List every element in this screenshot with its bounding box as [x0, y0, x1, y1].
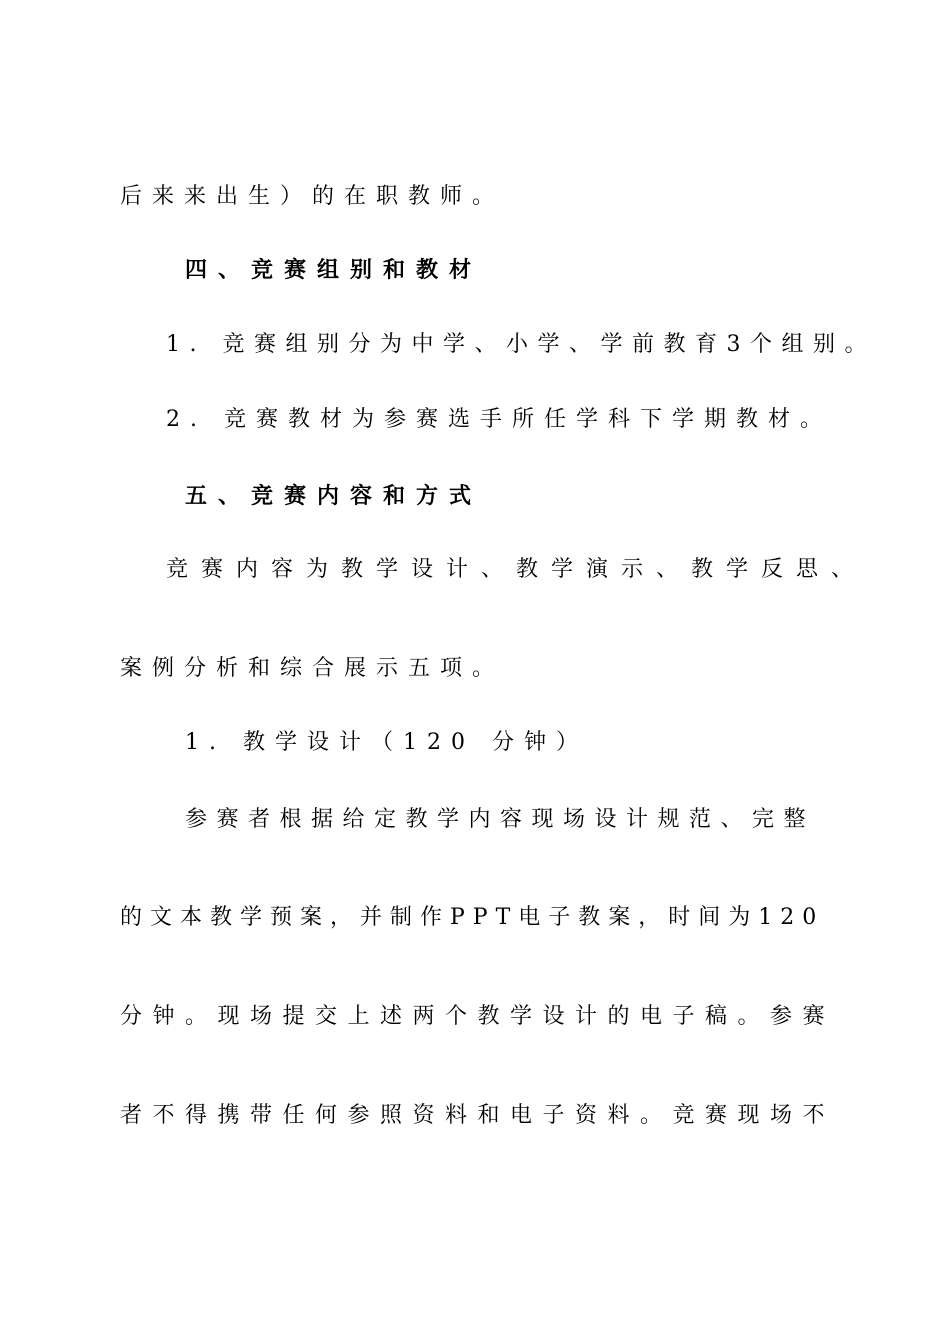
- paragraph-line-6: 者不得携带任何参照资料和电子资料。竞赛现场不: [120, 1103, 836, 1128]
- list-item-1: 1. 竞赛组别分为中学、小学、学前教育3个组别。: [166, 332, 876, 357]
- subsection-heading-1: 1. 教学设计（120 分钟）: [185, 730, 588, 755]
- paragraph-line-5: 分钟。现场提交上述两个教学设计的电子稿。参赛: [120, 1004, 836, 1029]
- list-item-2: 2. 竞赛教材为参赛选手所任学科下学期教材。: [166, 407, 832, 432]
- text-line-1: 后来来出生）的在职教师。: [120, 184, 505, 209]
- section-heading-4: 四、竞赛组别和教材: [185, 258, 483, 283]
- paragraph-line-2: 案例分析和综合展示五项。: [120, 656, 505, 681]
- section-heading-5: 五、竞赛内容和方式: [185, 484, 483, 509]
- paragraph-line-1: 竞赛内容为教学设计、教学演示、教学反思、: [166, 557, 867, 582]
- paragraph-line-3: 参赛者根据给定教学内容现场设计规范、完整: [185, 807, 816, 832]
- paragraph-line-4: 的文本教学预案，并制作PPT电子教案，时间为120: [120, 905, 825, 930]
